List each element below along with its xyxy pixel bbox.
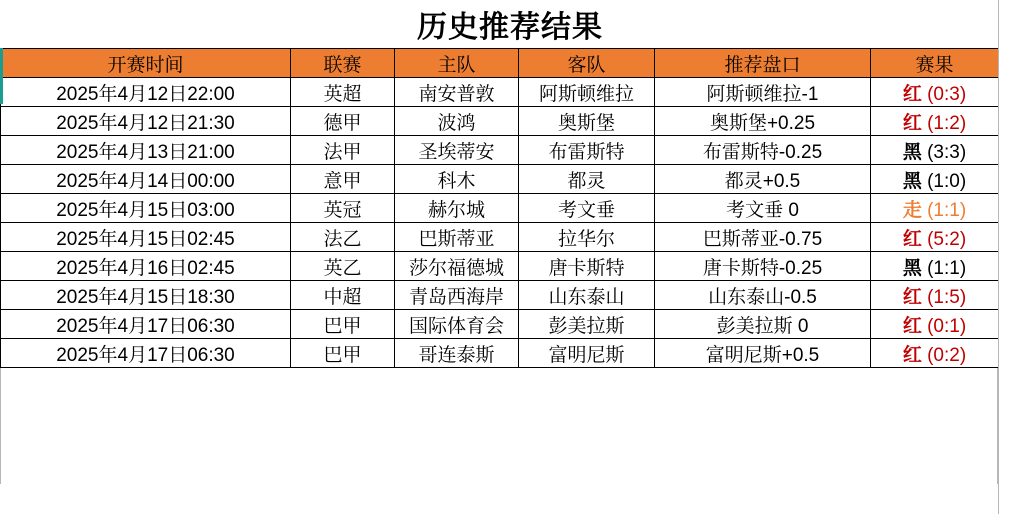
league-cell: 中超: [291, 281, 395, 310]
home-team-cell: 哥连泰斯: [395, 339, 519, 368]
table-row: [1, 136, 999, 165]
away-team-cell: 都灵: [519, 165, 655, 194]
pick-cell: 富明尼斯+0.5: [655, 339, 871, 368]
match-time-cell: 2025年4月17日06:30: [1, 339, 291, 368]
home-team-cell: 波鸿: [395, 107, 519, 136]
away-team-cell: 布雷斯特: [519, 136, 655, 165]
column-header-time: 开赛时间: [1, 49, 291, 78]
result-score: (3:3): [927, 141, 967, 163]
right-column-divider: [998, 0, 1020, 514]
table-row: [1, 223, 999, 252]
column-header-league: 联赛: [291, 49, 395, 78]
result-score: (0:1): [927, 315, 967, 337]
league-cell: 英乙: [291, 252, 395, 281]
match-time-cell: 2025年4月16日02:45: [1, 252, 291, 281]
away-team-cell: 山东泰山: [519, 281, 655, 310]
league-cell: 意甲: [291, 165, 395, 194]
league-cell: 英冠: [291, 194, 395, 223]
away-team-cell: 考文垂: [519, 194, 655, 223]
away-team-cell: 唐卡斯特: [519, 252, 655, 281]
home-team-cell: 科木: [395, 165, 519, 194]
result-score: (0:3): [927, 83, 967, 105]
pick-cell: 彭美拉斯 0: [655, 310, 871, 339]
result-label: 红: [902, 344, 922, 366]
table-body: [1, 78, 999, 368]
result-label: 走: [902, 199, 922, 221]
table-row: [1, 339, 999, 368]
result-score: (1:1): [927, 257, 967, 279]
away-team-cell: 奥斯堡: [519, 107, 655, 136]
result-label: 红: [902, 286, 922, 308]
result-score: (1:0): [927, 170, 967, 192]
result-label: 黑: [902, 170, 922, 192]
result-label: 红: [902, 83, 922, 105]
column-header-result: 赛果: [871, 49, 999, 78]
match-time-cell: 2025年4月12日21:30: [1, 107, 291, 136]
result-label: 黑: [902, 257, 922, 279]
match-time-cell: 2025年4月12日22:00: [1, 78, 291, 107]
league-cell: 巴甲: [291, 310, 395, 339]
result-cell: [871, 78, 999, 107]
home-team-cell: 国际体育会: [395, 310, 519, 339]
away-team-cell: 阿斯顿维拉: [519, 78, 655, 107]
table-row: [1, 252, 999, 281]
table-row: [1, 107, 999, 136]
match-time-cell: 2025年4月14日00:00: [1, 165, 291, 194]
league-cell: 法甲: [291, 136, 395, 165]
result-cell: [871, 252, 999, 281]
result-cell: [871, 339, 999, 368]
home-team-cell: 赫尔城: [395, 194, 519, 223]
away-team-cell: 拉华尔: [519, 223, 655, 252]
pick-cell: 巴斯蒂亚-0.75: [655, 223, 871, 252]
pick-cell: 布雷斯特-0.25: [655, 136, 871, 165]
match-time-cell: 2025年4月15日03:00: [1, 194, 291, 223]
result-score: (1:1): [927, 199, 967, 221]
empty-row: [1, 455, 997, 484]
table-header: [1, 49, 999, 78]
result-score: (1:2): [927, 112, 967, 134]
column-header-away-team: 客队: [519, 49, 655, 78]
column-header-pick: 推荐盘口: [655, 49, 871, 78]
match-time-cell: 2025年4月13日21:00: [1, 136, 291, 165]
result-cell: [871, 165, 999, 194]
left-accent-bar: [0, 48, 3, 104]
home-team-cell: 巴斯蒂亚: [395, 223, 519, 252]
result-score: (5:2): [927, 228, 967, 250]
result-cell: [871, 281, 999, 310]
result-cell: [871, 136, 999, 165]
column-header-home-team: 主队: [395, 49, 519, 78]
result-cell: [871, 223, 999, 252]
match-time-cell: 2025年4月15日02:45: [1, 223, 291, 252]
match-time-cell: 2025年4月15日18:30: [1, 281, 291, 310]
table-row: [1, 194, 999, 223]
result-cell: [871, 310, 999, 339]
page-title: 历史推荐结果: [417, 11, 603, 44]
header-row: [1, 49, 999, 78]
empty-row: [1, 426, 997, 455]
pick-cell: 阿斯顿维拉-1: [655, 78, 871, 107]
away-team-cell: 彭美拉斯: [519, 310, 655, 339]
empty-row: [1, 368, 997, 397]
home-team-cell: 青岛西海岸: [395, 281, 519, 310]
match-time-cell: 2025年4月17日06:30: [1, 310, 291, 339]
results-table: [0, 48, 999, 368]
pick-cell: 奥斯堡+0.25: [655, 107, 871, 136]
result-label: 红: [902, 112, 922, 134]
pick-cell: 都灵+0.5: [655, 165, 871, 194]
league-cell: 德甲: [291, 107, 395, 136]
empty-row: [1, 397, 997, 426]
result-cell: [871, 107, 999, 136]
league-cell: 英超: [291, 78, 395, 107]
empty-rows-area: [0, 368, 998, 484]
pick-cell: 唐卡斯特-0.25: [655, 252, 871, 281]
league-cell: 法乙: [291, 223, 395, 252]
result-label: 黑: [902, 141, 922, 163]
league-cell: 巴甲: [291, 339, 395, 368]
home-team-cell: 南安普敦: [395, 78, 519, 107]
pick-cell: 考文垂 0: [655, 194, 871, 223]
result-label: 红: [902, 228, 922, 250]
table-row: [1, 78, 999, 107]
result-score: (0:2): [927, 344, 967, 366]
away-team-cell: 富明尼斯: [519, 339, 655, 368]
result-score: (1:5): [927, 286, 967, 308]
home-team-cell: 莎尔福德城: [395, 252, 519, 281]
home-team-cell: 圣埃蒂安: [395, 136, 519, 165]
table-row: [1, 165, 999, 194]
table-row: [1, 281, 999, 310]
result-label: 红: [902, 315, 922, 337]
title-row: [0, 0, 1020, 48]
pick-cell: 山东泰山-0.5: [655, 281, 871, 310]
table-row: [1, 310, 999, 339]
result-cell: [871, 194, 999, 223]
